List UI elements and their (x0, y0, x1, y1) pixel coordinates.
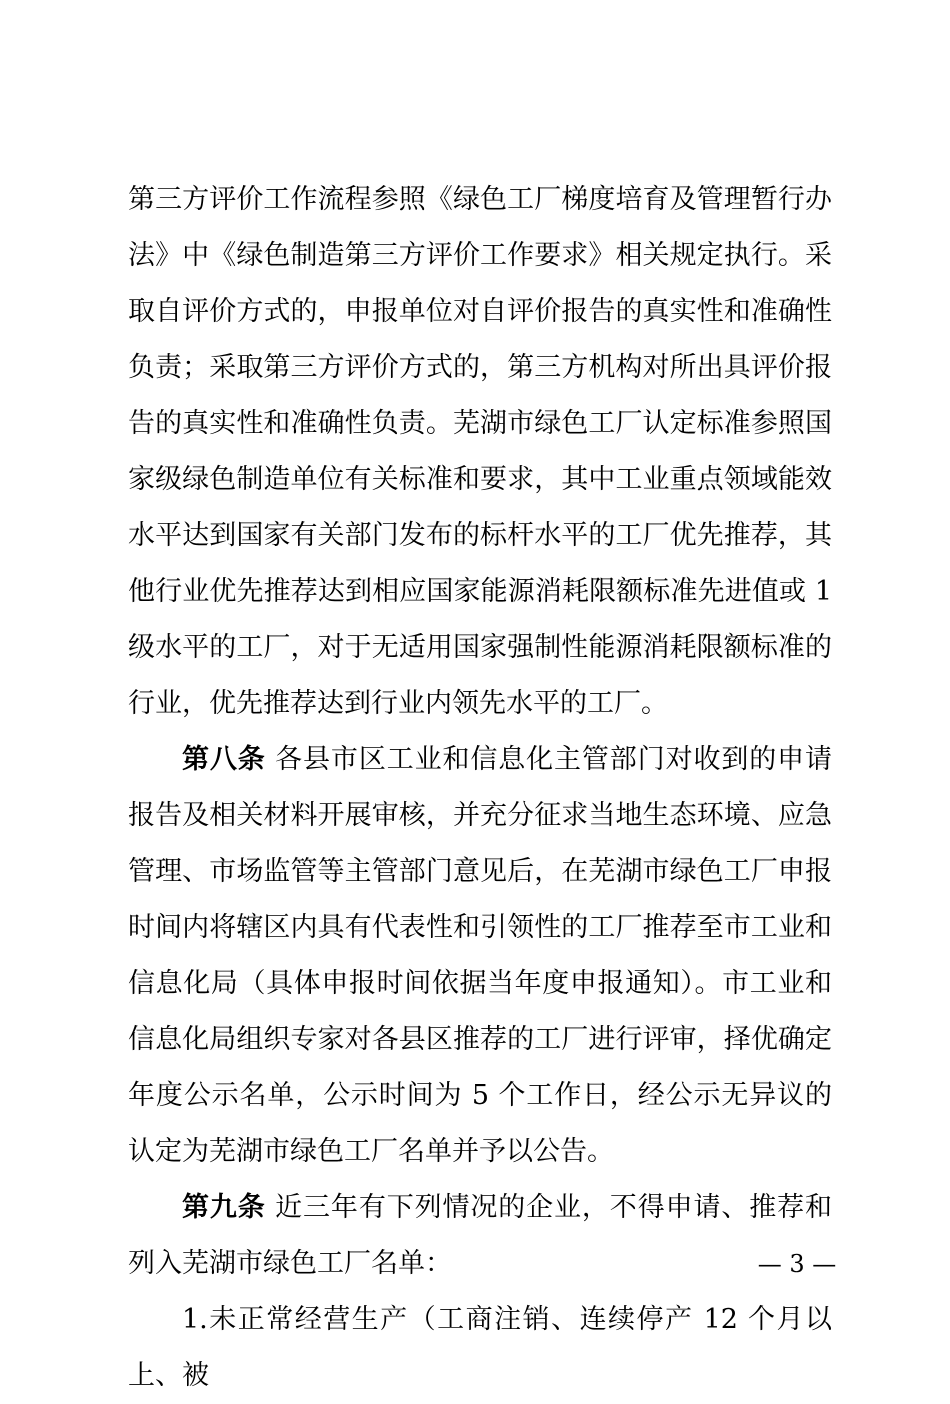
article-8-label: 第八条 (182, 744, 266, 775)
document-body (128, 172, 832, 1404)
paragraph-article-8 (128, 732, 832, 1180)
paragraph-text: 第三方评价工作流程参照《绿色工厂梯度培育及管理暂行办法》中《绿色制造第三方评价工作要求》相关规定执行。采取自评价方式的，申报单位对自评价报告的真实性和准确性负责；采取第三方评价方式的，第三方机构对所出具评价报告的真实性和准确性负责。芜湖市绿色工厂认定标准参照国家级绿色制造单位有关标准和要求，其中工业重点领域能效水平达到国家有关部门发布的标杆水平的工厂优先推荐，其他行业优先推荐达到相应国家能源消耗限额标准先进值或 1 级水平的工厂，对于无适用国家强制性能源消耗限额标准的行业，优先推荐达到行业内领先水平的工厂。 (128, 184, 832, 719)
paragraph-text: 1.未正常经营生产（工商注销、连续停产 12 个月以上、被 (128, 1304, 832, 1391)
article-9-label: 第九条 (182, 1192, 266, 1223)
paragraph-article-9 (128, 1180, 832, 1292)
page-number: — 3 — (757, 1250, 837, 1278)
paragraph-continuation (128, 172, 832, 732)
paragraph-item-1 (128, 1292, 832, 1404)
paragraph-text: 各县市区工业和信息化主管部门对收到的申请报告及相关材料开展审核，并充分征求当地生态环境、应急管理、市场监管等主管部门意见后，在芜湖市绿色工厂申报时间内将辖区内具有代表性和引领性的工厂推荐至市工业和信息化局（具体申报时间依据当年度申报通知）。市工业和信息化局组织专家对各县区推荐的工厂进行评审，择优确定年度公示名单，公示时间为 5 个工作日，经公示无异议的认定为芜湖市绿色工厂名单并予以公告。 (128, 744, 833, 1167)
paragraph-text: 近三年有下列情况的企业，不得申请、推荐和列入芜湖市绿色工厂名单： (128, 1192, 833, 1279)
